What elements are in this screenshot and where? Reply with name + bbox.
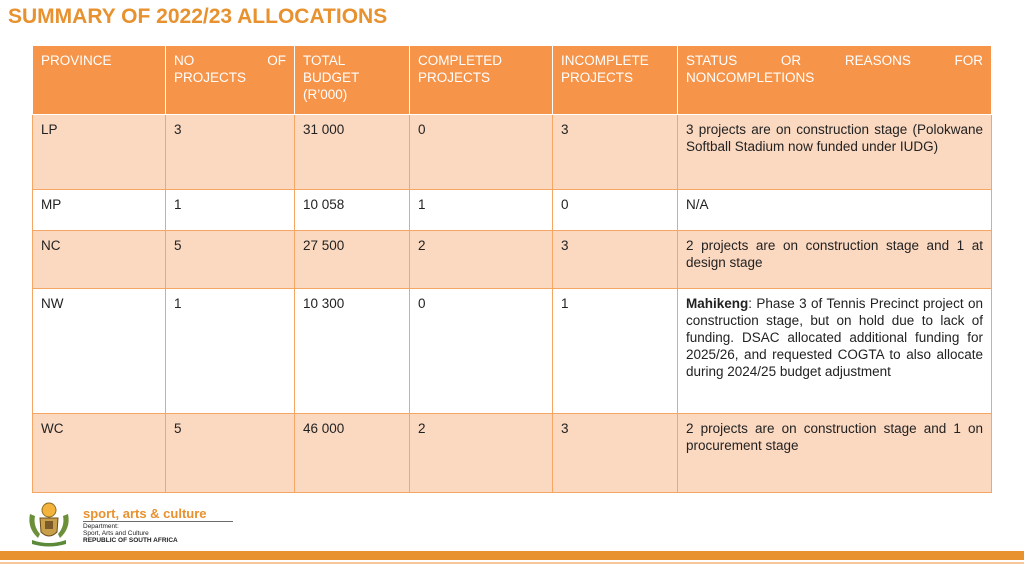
budget-cell: 10 300 — [295, 289, 410, 414]
status-cell — [678, 231, 992, 289]
page-title: SUMMARY OF 2022/23 ALLOCATIONS — [8, 5, 388, 28]
status-text: 2 projects are on construction stage and 1 on procurement stage — [686, 421, 983, 453]
incomplete-cell: 3 — [553, 414, 678, 493]
brand-divider — [83, 521, 233, 522]
projects-cell: 3 — [166, 115, 295, 190]
status-text: : Phase 3 of Tennis Precinct project on construction stage, but on hold due to lack of funding. DSAC allocated additional funding for 2025/26, and requested COGTA to also allocate during 2024/25 budget adjustment — [686, 296, 983, 379]
brand-name: sport, arts & culture — [83, 506, 207, 521]
status-text: 3 projects are on construction stage (Polokwane Softball Stadium now funded under IUDG) — [686, 122, 983, 154]
projects-cell: 5 — [166, 231, 295, 289]
completed-cell: 0 — [410, 115, 553, 190]
status-text: N/A — [686, 197, 709, 212]
incomplete-cell: 0 — [553, 190, 678, 231]
province-cell: MP — [33, 190, 166, 231]
budget-cell: 46 000 — [295, 414, 410, 493]
department-label: Department: Sport, Arts and Culture REPUBLIC OF SOUTH AFRICA — [83, 523, 178, 544]
projects-cell: 1 — [166, 190, 295, 231]
footer-line — [0, 562, 1024, 564]
budget-cell: 27 500 — [295, 231, 410, 289]
allocations-table — [32, 45, 992, 493]
table-header-row — [33, 46, 992, 115]
incomplete-cell: 3 — [553, 115, 678, 190]
incomplete-cell: 3 — [553, 231, 678, 289]
table-row — [33, 190, 992, 231]
header-status: STATUS OR REASONS FOR NONCOMPLETIONS — [678, 46, 992, 115]
budget-cell: 31 000 — [295, 115, 410, 190]
completed-cell: 0 — [410, 289, 553, 414]
table-row — [33, 231, 992, 289]
province-cell: WC — [33, 414, 166, 493]
province-cell: NC — [33, 231, 166, 289]
table-row — [33, 115, 992, 190]
province-cell: NW — [33, 289, 166, 414]
status-cell — [678, 115, 992, 190]
incomplete-cell: 1 — [553, 289, 678, 414]
header-completed-projects: COMPLETED PROJECTS — [410, 46, 553, 115]
header-total-budget: TOTAL BUDGET (R’000) — [295, 46, 410, 115]
completed-cell: 2 — [410, 414, 553, 493]
table-row — [33, 414, 992, 493]
header-no-of-projects: NO OF PROJECTS — [166, 46, 295, 115]
status-cell — [678, 289, 992, 414]
status-text: 2 projects are on construction stage and 1 at design stage — [686, 238, 983, 270]
status-bold-label: Mahikeng — [686, 296, 749, 311]
completed-cell: 2 — [410, 231, 553, 289]
header-incomplete-projects: INCOMPLETE PROJECTS — [553, 46, 678, 115]
footer-bar — [0, 551, 1024, 560]
projects-cell: 1 — [166, 289, 295, 414]
status-cell — [678, 414, 992, 493]
completed-cell: 1 — [410, 190, 553, 231]
budget-cell: 10 058 — [295, 190, 410, 231]
projects-cell: 5 — [166, 414, 295, 493]
coat-of-arms-icon — [26, 500, 72, 548]
status-cell — [678, 190, 992, 231]
province-cell: LP — [33, 115, 166, 190]
header-province: PROVINCE — [33, 46, 166, 115]
table-row — [33, 289, 992, 414]
